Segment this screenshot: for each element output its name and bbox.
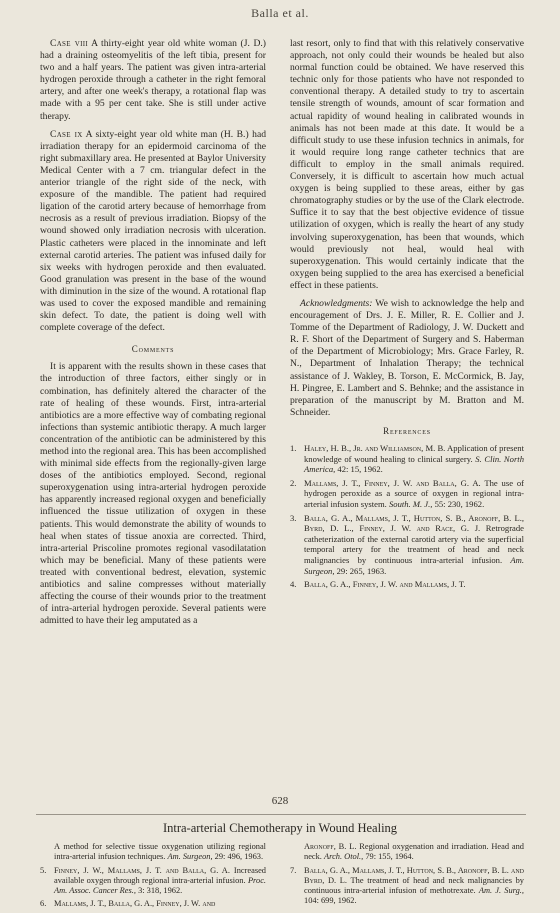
reference-title: Regional oxygenation and irradiation. Head and neck. <box>304 842 524 862</box>
reference-number: 3. <box>290 512 297 523</box>
reference-authors: Finney, J. W., Mallams, J. T. and Balla, G. A. <box>54 865 230 875</box>
reference-body <box>54 842 266 863</box>
reference-citation: 3: 318, 1962. <box>135 886 183 896</box>
reference-authors: Balla, G. A., Finney, J. W. and Mallams, J. T. <box>304 579 466 590</box>
acknowledgments-paragraph <box>290 298 524 419</box>
lower-right-reference-list <box>290 842 524 907</box>
reference-body <box>54 866 266 897</box>
reference-authors: Mallams, J. T., Finney, J. W. and Balla, G. A. <box>304 477 481 488</box>
case-9-text: A sixty-eight year old white man (H. B.) had irradiation therapy for an epidermoid carcinoma of the right submaxillary area. He presented at Baylor University Medical Center with a 7 cm. triangular defect in the anterior triangle of the right side of the neck, with exposure of the mandible. The patient had required ligation of the carotid artery because of hemorrhage from necrosis as a result of previous irradiation. Biopsy of the wound showed only irradiation necrosis with ulceration. Plastic catheters were placed in the innominate and left external carotid arteries. The patient was infused daily for six weeks with hydrogen peroxide and then evaluated. Good granulation was present in the base of the wound with diminution in the size of the wound. A rotational flap was used to cover the exposed mandible and remaining skin defect. To date, the patient is doing well with complete coverage of the defect. <box>40 128 266 334</box>
reference-item <box>290 866 524 907</box>
reference-title: Increased available oxygen through regional intra-arterial infusion. <box>54 865 266 885</box>
reference-number: 5. <box>40 865 47 875</box>
reference-body <box>54 899 266 909</box>
reference-number: 4. <box>290 579 297 590</box>
comments-paragraph: It is apparent with the results shown in these cases that the introduction of three factors, either singly or in combination, has definitely altered the character of the rate of healing of these wounds. First, intra-arterial antibiotics are a more effective way of combating regional infections than systemic antibiotic therapy. A much larger concentration of the antibiotic can be administered by this method into the regional area. This has been accomplished with minimal side effects from the regionally-given large doses of the antibiotics employed. Second, regional superoxygenation using intra-arterial hydrogen peroxide has apparently increased regional oxygen and beneficially influenced the tissue utilization of oxygen in these patients. This would demonstrate the ability of wounds to heal when states of tissue anoxia are corrected. Third, intra-arterial Priscoline promotes regional vasodilatation which may be beneficial. Many of these patients were treated with conventional bedrest, elevation, systemic antibiotics and saline compresses without materially affecting the course of their wounds prior to the treatment of intra-arterial hydrogen peroxide. Several patients were admitted to have their leg amputated as a <box>40 361 266 627</box>
reference-authors: Haley, H. B., Jr. and Williamson, M. B. <box>304 443 446 453</box>
reference-citation: 55: 230, 1962. <box>432 498 485 509</box>
reference-citation: 42: 15, 1962. <box>335 464 383 475</box>
reference-item <box>290 443 524 475</box>
reference-title: Retrograde catheterization of the external carotid artery via the superficial temporal artery for the treatment of head and neck malignancies by continuous intra-arterial infusion. <box>304 523 524 565</box>
comments-heading: Comments <box>131 344 175 355</box>
page-divider <box>36 814 526 815</box>
reference-item <box>290 842 524 863</box>
reference-citation: 29: 496, 1963. <box>212 852 264 862</box>
lower-right-column <box>290 842 524 910</box>
reference-item <box>290 478 524 510</box>
reference-body <box>304 443 524 475</box>
reference-body <box>304 579 524 590</box>
reference-authors: Balla, G. A., Mallams, J. T., Hutton, S. B., Aronoff, B. L., Byrd, D. L., Finney, J. W. and Race, G. J. <box>304 512 524 534</box>
reference-authors: Mallams, J. T., Balla, G. A., Finney, J. W. and <box>54 899 216 909</box>
reference-journal: Am. Surgeon, <box>167 852 213 862</box>
reference-number <box>40 842 54 863</box>
reference-number <box>290 842 304 863</box>
reference-journal: Am. J. Surg., <box>478 886 524 896</box>
reference-journal: Arch. Otol., <box>324 852 364 862</box>
lower-running-title: Intra-arterial Chemotherapy in Wound Healing <box>162 821 398 835</box>
running-head: Balla et al. <box>251 6 309 20</box>
reference-title: The use of hydrogen peroxide as a source of oxygen in regional intra-arterial infusion system. <box>304 477 524 509</box>
reference-number: 1. <box>290 443 297 453</box>
reference-list <box>290 443 524 590</box>
reference-authors: Balla, G. A., Mallams, J. T., Hutton, S. B., Aronoff, B. L. and Byrd, D. L. <box>304 865 524 885</box>
reference-title: A method for selective tissue oxygenation utilizing regional intra-arterial infusion techniques. <box>54 842 266 862</box>
reference-title: Application of present knowledge of wound healing to clinical surgery. <box>304 443 524 464</box>
reference-journal: S. Clin. North America, <box>304 453 524 475</box>
reference-number: 2. <box>290 477 297 488</box>
acknowledgments-text: We wish to acknowledge the help and encouragement of Drs. J. E. Miller, R. E. Collier and J. Tomme of the Department of Radiology, J. W. Duckett and R. F. Short of the Department of Surgery and S. Haberman of the Department of Microbiology; Mrs. Grace Farley, R. N., Department of Inhalation Therapy; the technical assistance of J. Wakley, B. Torson, E. McCormick, B. Jay, H. Pingree, E. Lambert and S. Behnke; and the assistance in preparation of the manuscript by M. Bratton and M. Schneider. <box>290 297 524 418</box>
lower-left-reference-list <box>40 842 266 910</box>
lower-left-column <box>40 842 266 913</box>
reference-item <box>40 842 266 863</box>
reference-item <box>40 899 266 909</box>
reference-body <box>304 866 524 907</box>
case-9-label: Case ix <box>50 128 83 140</box>
case-8-label: Case viii <box>50 38 88 49</box>
left-column <box>40 38 266 633</box>
reference-body <box>304 513 524 577</box>
reference-authors: Aronoff, B. L. <box>304 842 357 851</box>
page-number: 628 <box>271 795 289 807</box>
reference-item <box>290 579 524 590</box>
right-column <box>290 38 524 593</box>
reference-item <box>290 513 524 577</box>
reference-journal: Proc. Am. Assoc. Cancer Res., <box>54 875 266 896</box>
reference-body <box>304 842 524 863</box>
reference-journal: South. M. J., <box>388 498 433 509</box>
references-heading: References <box>383 425 431 436</box>
acknowledgments-label: Acknowledgments: <box>300 297 373 309</box>
case-9-paragraph <box>40 129 266 335</box>
reference-citation: 79: 155, 1964. <box>363 852 414 862</box>
reference-number: 7. <box>290 865 297 875</box>
reference-journal: Am. Surgeon, <box>304 554 524 576</box>
reference-citation: 29: 265, 1963. <box>334 565 387 576</box>
reference-number: 6. <box>40 899 47 909</box>
continuation-paragraph: last resort, only to find that with this relatively conservative approach, not only could their wounds be healed but also normal function could be obtained. We have reserved this technic only for those patients who have not responded to conventional therapy. A detailed study to try to ascertain tensile strength of wounds, amount of scar formation and actual rapidity of wound healing in calibrated wounds in animals has not been made at this date. It would be a difficult study to use these infusion technics in animals, for it would require long range catheter technics that are difficult to employ in the small animals required. Conversely, it is difficult to ascertain how much actual oxygen is being supplied to these areas, either by gas chromatography studies or by the use of the Clark electrode. Suffice it to say that the best objective evidence of tissue utilization of oxygen, which is really the heart of any study involving superoxygenation, has been that wounds, which would previously not heal, would heal with superoxygenation. This would certainly indicate that the oxygen being supplied to the area has exercised a beneficial effect in these patients. <box>290 38 524 291</box>
reference-title: The treatment of head and neck malignancies by continuous intra-arterial infusion of methotrexate. <box>304 875 524 896</box>
case-8-paragraph <box>40 38 266 123</box>
case-8-text: A thirty-eight year old white woman (J. D.) had a draining osteomyelitis of the left tibia, present for two and a half years. The patient was given intra-arterial hydrogen peroxide through a catheter in the right femoral artery, and after one week's therapy, a rotational flap was made with a 95 per cent take. She is still under active therapy. <box>40 38 266 122</box>
reference-body <box>304 478 524 510</box>
reference-citation: 104: 699, 1962. <box>304 896 357 906</box>
reference-item <box>40 866 266 897</box>
